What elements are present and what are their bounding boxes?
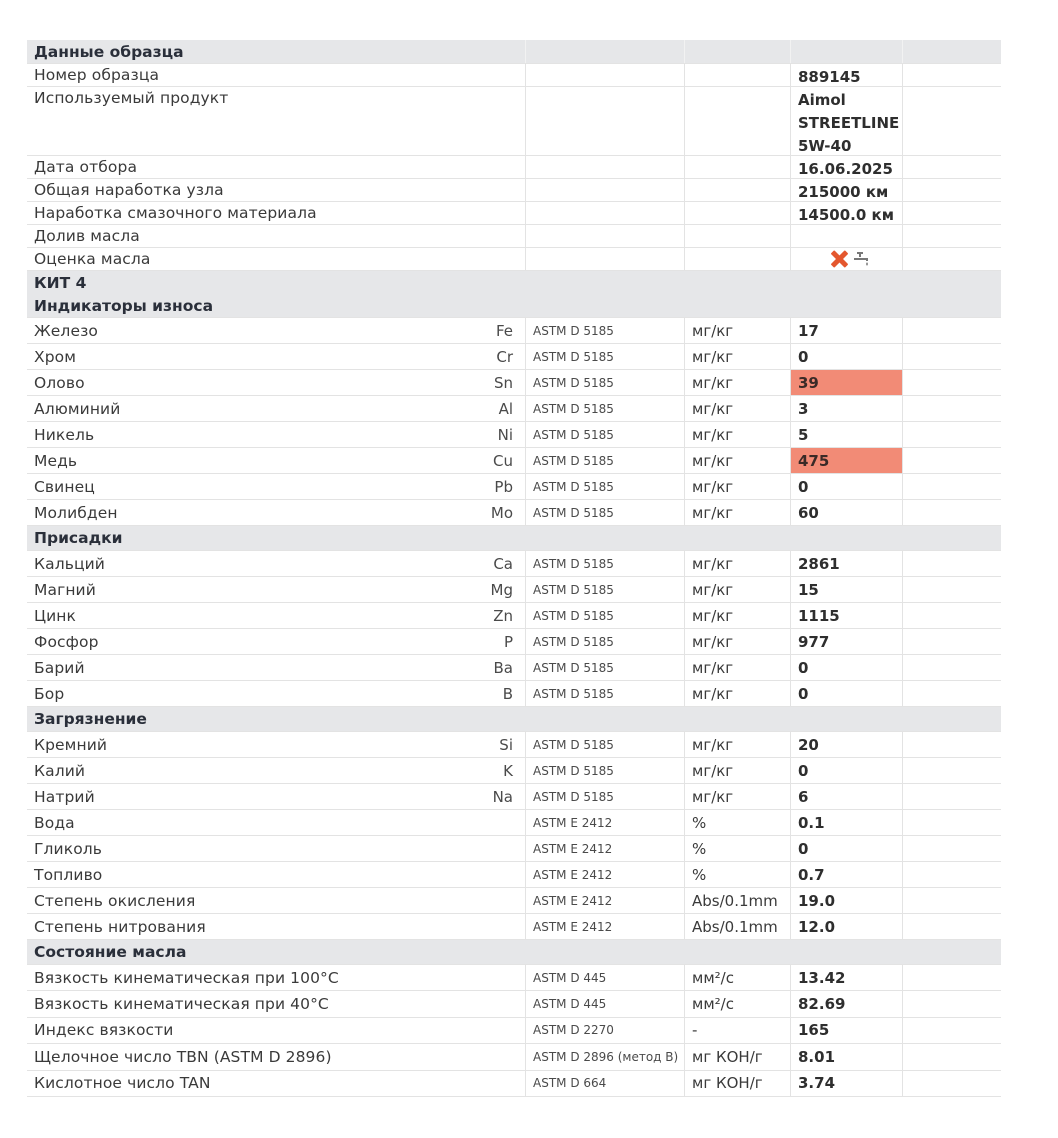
section-title: Данные образца — [27, 40, 526, 63]
unit: мг КОН/г — [685, 1071, 791, 1096]
table-row — [27, 344, 1001, 370]
parameter-name: Вода — [34, 813, 75, 832]
element-symbol: Cr — [496, 347, 513, 366]
sample-value: 14500.0 км — [791, 202, 903, 224]
unit: Abs/0.1mm — [685, 888, 791, 913]
unit: мг/кг — [685, 344, 791, 369]
result-value: 60 — [791, 500, 903, 525]
test-method: ASTM D 5185 — [526, 577, 685, 602]
element-symbol: B — [502, 684, 513, 703]
result-value: 8.01 — [791, 1044, 903, 1069]
table-row — [27, 577, 1001, 603]
parameter-name: Хром — [34, 347, 77, 366]
table-row — [27, 370, 1001, 396]
table-row — [27, 396, 1001, 422]
unit: мг/кг — [685, 551, 791, 576]
table-row — [27, 991, 1001, 1017]
section-title: Загрязнение — [34, 710, 147, 728]
element-symbol: Na — [492, 787, 513, 806]
parameter-name: Вязкость кинематическая при 100°C — [34, 968, 339, 987]
unit: Abs/0.1mm — [685, 914, 791, 939]
cross-icon — [830, 250, 848, 268]
unit: % — [685, 862, 791, 887]
table-row — [27, 914, 1001, 940]
contamination-rows — [27, 732, 1001, 940]
parameter-name: Свинец — [34, 477, 95, 496]
section-header-wear — [27, 294, 1001, 318]
unit: мг/кг — [685, 629, 791, 654]
test-method: ASTM D 5185 — [526, 474, 685, 499]
sample-row — [27, 202, 1001, 225]
parameter-name: Кремний — [34, 735, 108, 754]
test-method: ASTM D 5185 — [526, 655, 685, 680]
table-row — [27, 1044, 1001, 1070]
table-row — [27, 784, 1001, 810]
element-symbol: Cu — [493, 451, 513, 470]
parameter-name: Гликоль — [34, 839, 103, 858]
test-method: ASTM E 2412 — [526, 862, 685, 887]
table-row — [27, 422, 1001, 448]
section-header-contamination — [27, 707, 1001, 732]
unit: мг/кг — [685, 422, 791, 447]
test-method: ASTM D 5185 — [526, 396, 685, 421]
parameter-name: Степень нитрования — [34, 917, 206, 936]
section-header-sample — [27, 40, 1001, 64]
table-row — [27, 318, 1001, 344]
result-value: 82.69 — [791, 991, 903, 1016]
element-symbol: Ni — [497, 425, 513, 444]
parameter-name: Вязкость кинематическая при 40°C — [34, 995, 329, 1014]
sample-row — [27, 248, 1001, 271]
table-row — [27, 603, 1001, 629]
sample-label: Общая наработка узла — [34, 181, 224, 199]
test-method: ASTM D 445 — [526, 965, 685, 990]
element-symbol: Pb — [494, 477, 513, 496]
parameter-name: Кальций — [34, 554, 105, 573]
parameter-name: Бор — [34, 684, 65, 703]
element-symbol: P — [503, 632, 513, 651]
element-symbol: Ca — [493, 554, 513, 573]
unit: мг/кг — [685, 655, 791, 680]
test-method: ASTM D 5185 — [526, 344, 685, 369]
result-value: 0 — [791, 681, 903, 706]
oil-rating — [791, 248, 903, 270]
unit: мг/кг — [685, 784, 791, 809]
test-method: ASTM D 5185 — [526, 732, 685, 757]
result-value: 12.0 — [791, 914, 903, 939]
unit: мг/кг — [685, 500, 791, 525]
unit: мг КОН/г — [685, 1044, 791, 1069]
sample-row — [27, 64, 1001, 87]
test-method: ASTM D 5185 — [526, 422, 685, 447]
table-row — [27, 655, 1001, 681]
element-symbol: Ba — [493, 658, 513, 677]
element-symbol: Si — [499, 735, 513, 754]
test-method: ASTM D 5185 — [526, 784, 685, 809]
result-value: 475 — [791, 448, 903, 473]
test-method: ASTM D 2896 (метод B) — [526, 1044, 685, 1069]
sample-row — [27, 225, 1001, 248]
result-value: 5 — [791, 422, 903, 447]
sample-value — [791, 225, 903, 247]
unit: мг/кг — [685, 603, 791, 628]
unit: мг/кг — [685, 758, 791, 783]
parameter-name: Топливо — [34, 865, 103, 884]
table-row — [27, 758, 1001, 784]
parameter-name: Индекс вязкости — [34, 1021, 174, 1040]
unit: % — [685, 810, 791, 835]
test-method: ASTM D 664 — [526, 1071, 685, 1096]
unit: мг/кг — [685, 370, 791, 395]
sample-row — [27, 87, 1001, 156]
unit: мг/кг — [685, 318, 791, 343]
result-value: 20 — [791, 732, 903, 757]
table-row — [27, 448, 1001, 474]
test-method: ASTM D 5185 — [526, 758, 685, 783]
result-value: 13.42 — [791, 965, 903, 990]
table-row — [27, 681, 1001, 707]
result-value: 165 — [791, 1018, 903, 1043]
result-value: 39 — [791, 370, 903, 395]
sample-label: Долив масла — [34, 227, 140, 245]
section-title: Присадки — [34, 529, 123, 547]
section-header-kit — [27, 271, 1001, 294]
test-method: ASTM E 2412 — [526, 888, 685, 913]
result-value: 2861 — [791, 551, 903, 576]
additives-rows — [27, 551, 1001, 707]
parameter-name: Фосфор — [34, 632, 99, 651]
parameter-name: Медь — [34, 451, 78, 470]
unit: мм²/с — [685, 965, 791, 990]
unit: мг/кг — [685, 448, 791, 473]
parameter-name: Натрий — [34, 787, 95, 806]
unit: мг/кг — [685, 577, 791, 602]
unit: мг/кг — [685, 681, 791, 706]
result-value: 0 — [791, 474, 903, 499]
test-method: ASTM D 5185 — [526, 551, 685, 576]
test-method: ASTM D 5185 — [526, 500, 685, 525]
test-method: ASTM D 5185 — [526, 318, 685, 343]
unit: мг/кг — [685, 396, 791, 421]
table-row — [27, 500, 1001, 526]
result-value: 17 — [791, 318, 903, 343]
parameter-name: Магний — [34, 580, 96, 599]
table-row — [27, 862, 1001, 888]
sample-value: 889145 — [791, 64, 903, 86]
result-value: 6 — [791, 784, 903, 809]
test-method: ASTM D 5185 — [526, 448, 685, 473]
table-row — [27, 732, 1001, 758]
wear-rows — [27, 318, 1001, 526]
result-value: 19.0 — [791, 888, 903, 913]
parameter-name: Никель — [34, 425, 95, 444]
parameter-name: Алюминий — [34, 399, 121, 418]
test-method: ASTM E 2412 — [526, 914, 685, 939]
result-value: 977 — [791, 629, 903, 654]
product-value: Aimol STREETLINE 5W-40 — [791, 87, 903, 155]
result-value: 0 — [791, 655, 903, 680]
section-title: Индикаторы износа — [34, 296, 214, 315]
parameter-name: Цинк — [34, 606, 77, 625]
element-symbol: Mg — [490, 580, 513, 599]
unit: мг/кг — [685, 732, 791, 757]
table-row — [27, 836, 1001, 862]
element-symbol: Fe — [495, 321, 513, 340]
result-value: 0.1 — [791, 810, 903, 835]
result-value: 0 — [791, 758, 903, 783]
result-value: 0 — [791, 836, 903, 861]
element-symbol: Zn — [493, 606, 513, 625]
sample-row — [27, 179, 1001, 202]
kit-title: КИТ 4 — [34, 273, 87, 292]
element-symbol: Sn — [493, 373, 513, 392]
table-row — [27, 1071, 1001, 1097]
element-symbol: K — [503, 761, 513, 780]
test-method: ASTM D 5185 — [526, 603, 685, 628]
result-value: 3 — [791, 396, 903, 421]
unit: мг/кг — [685, 474, 791, 499]
table-row — [27, 810, 1001, 836]
sample-label: Номер образца — [34, 66, 160, 84]
test-method: ASTM E 2412 — [526, 810, 685, 835]
table-row — [27, 965, 1001, 991]
parameter-name: Калий — [34, 761, 86, 780]
parameter-name: Степень окисления — [34, 891, 196, 910]
parameter-name: Щелочное число TBN (ASTM D 2896) — [34, 1047, 332, 1066]
table-row — [27, 1018, 1001, 1044]
section-title: Состояние масла — [34, 943, 187, 961]
test-method: ASTM E 2412 — [526, 836, 685, 861]
table-row — [27, 474, 1001, 500]
parameter-name: Кислотное число TAN — [34, 1074, 211, 1093]
sample-label: Оценка масла — [34, 250, 151, 268]
parameter-name: Барий — [34, 658, 85, 677]
sample-row — [27, 156, 1001, 179]
result-value: 0.7 — [791, 862, 903, 887]
unit: - — [685, 1018, 791, 1043]
sample-label: Наработка смазочного материала — [34, 204, 317, 222]
section-header-additives — [27, 526, 1001, 551]
sample-label: Используемый продукт — [34, 89, 229, 107]
table-row — [27, 629, 1001, 655]
result-value: 15 — [791, 577, 903, 602]
test-method: ASTM D 5185 — [526, 681, 685, 706]
sample-value: 16.06.2025 — [791, 156, 903, 178]
section-header-condition — [27, 940, 1001, 965]
unit: % — [685, 836, 791, 861]
element-symbol: Mo — [490, 503, 513, 522]
condition-rows — [27, 965, 1001, 1097]
test-method: ASTM D 5185 — [526, 370, 685, 395]
parameter-name: Олово — [34, 373, 85, 392]
table-row — [27, 551, 1001, 577]
sample-label: Дата отбора — [34, 158, 138, 176]
test-method: ASTM D 445 — [526, 991, 685, 1016]
sample-value: 215000 км — [791, 179, 903, 201]
element-symbol: Al — [498, 399, 513, 418]
result-value: 1115 — [791, 603, 903, 628]
result-value: 0 — [791, 344, 903, 369]
oil-analysis-report — [27, 40, 1001, 1097]
oil-can-icon — [852, 251, 870, 267]
result-value: 3.74 — [791, 1071, 903, 1096]
parameter-name: Железо — [34, 321, 99, 340]
table-row — [27, 888, 1001, 914]
parameter-name: Молибден — [34, 503, 118, 522]
test-method: ASTM D 2270 — [526, 1018, 685, 1043]
test-method: ASTM D 5185 — [526, 629, 685, 654]
unit: мм²/с — [685, 991, 791, 1016]
